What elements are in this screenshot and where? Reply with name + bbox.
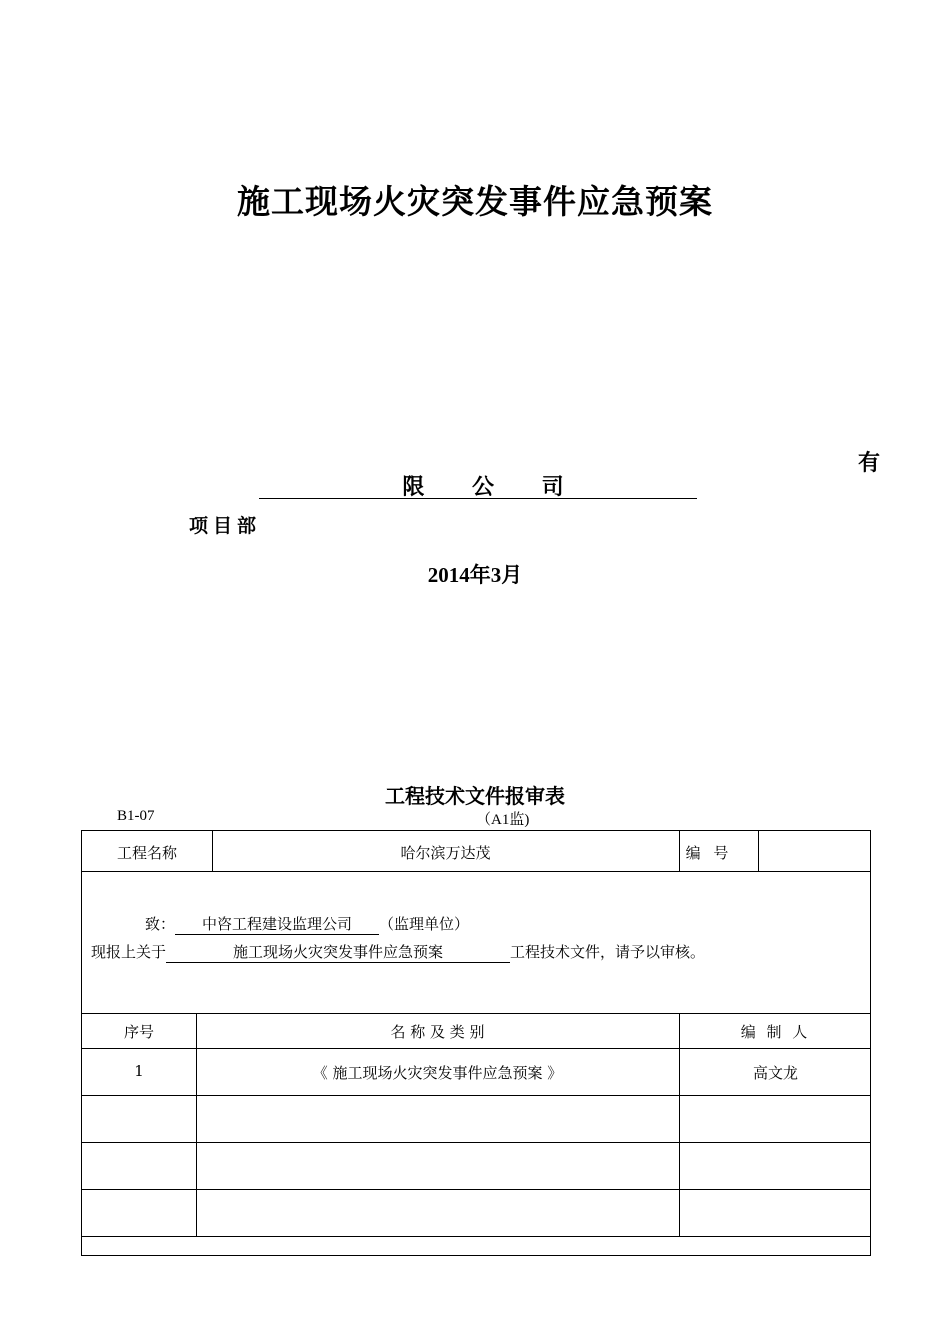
col-header-name: 名 称 及 类 别: [390, 1023, 485, 1041]
col-header-author: 编 制 人: [740, 1023, 811, 1041]
col-divider: [196, 1013, 197, 1236]
addressee-unit: 中咨工程建设监理公司: [175, 913, 379, 935]
company-name-part: 有: [858, 451, 881, 476]
col-header-no: 序号: [123, 1023, 154, 1041]
review-form-table: [81, 830, 871, 1256]
addressee-prefix: 致：: [145, 915, 176, 933]
row-author: 高文龙: [752, 1064, 798, 1082]
report-line: [91, 941, 705, 963]
project-name-value: 哈尔滨万达茂: [400, 844, 491, 862]
report-subject: 施工现场火灾突发事件应急预案: [166, 941, 510, 963]
row-divider: [82, 1142, 870, 1143]
project-name-label: 工程名称: [116, 844, 177, 862]
form-code: B1-07: [117, 808, 155, 824]
company-name-line: [259, 470, 697, 499]
row-divider: [82, 1095, 870, 1096]
row-divider: [82, 1013, 870, 1014]
row-no: 1: [134, 1062, 144, 1080]
report-suffix: 工程技术文件，请予以审核。: [510, 943, 706, 961]
row-name: 《 施工现场火灾突发事件应急预案 》: [312, 1064, 563, 1082]
form-title: 工程技术文件报审表: [385, 784, 565, 808]
report-prefix: 现报上关于: [91, 943, 167, 961]
col-divider: [679, 1013, 680, 1236]
row-divider: [82, 1236, 870, 1237]
form-subtitle: （A1监): [476, 812, 530, 828]
document-date: 2014年3月: [427, 563, 523, 587]
number-label: 编 号: [685, 844, 733, 862]
addressee-suffix: （监理单位）: [379, 915, 470, 933]
document-title: 施工现场火灾突发事件应急预案: [237, 182, 713, 221]
row-divider: [82, 1048, 870, 1049]
company-name-suffix: 限 公 司: [402, 475, 564, 500]
addressee-line: [145, 913, 469, 935]
row-divider: [82, 1189, 870, 1190]
row-divider: [82, 871, 870, 872]
col-divider: [758, 831, 759, 871]
department-label: 项目部: [189, 515, 262, 537]
